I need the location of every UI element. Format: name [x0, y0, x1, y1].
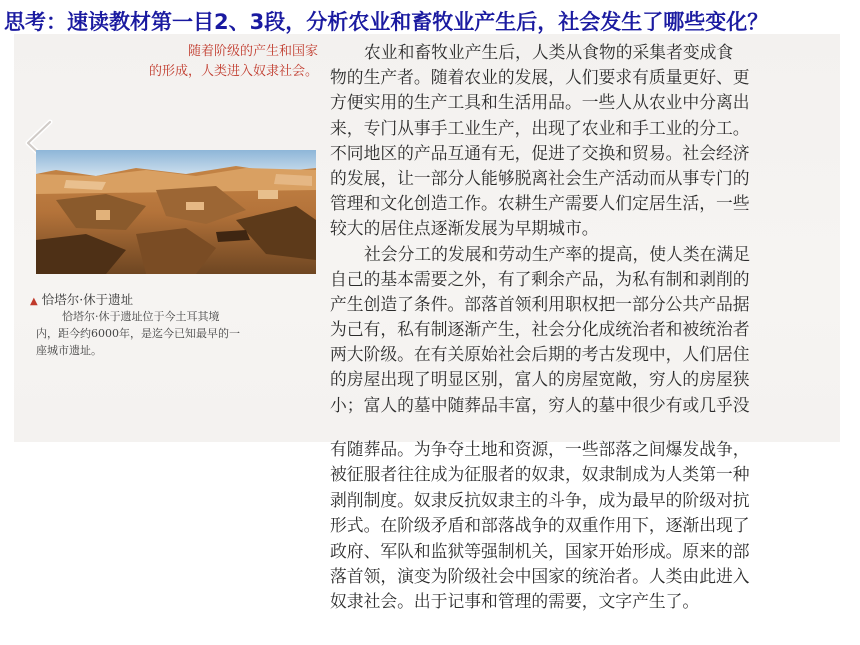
text-line: 被征服者往往成为征服者的奴隶，奴隶制成为人类第一种	[330, 464, 750, 485]
text-line: 落首领，演变为阶级社会中国家的统治者。人类由此进入	[330, 565, 750, 586]
text-line: 不同地区的产品互通有无，促进了交换和贸易。社会经济	[330, 142, 750, 163]
text-line: 农业和畜牧业产生后，人类从食物的采集者变成食	[364, 42, 734, 62]
text-line: 物的生产者。随着农业的发展，人们要求有质量更好、更	[330, 67, 750, 88]
text-line: 小；富人的墓中随葬品丰富，穷人的墓中很少有或几乎没	[330, 394, 750, 415]
photo-title	[30, 290, 133, 308]
text-line: 剥削制度。奴隶反抗奴隶主的斗争，成为最早的阶级对抗	[330, 489, 750, 510]
text-line: 奴隶社会。出于记事和管理的需要，文字产生了。	[330, 591, 700, 612]
text-line: 两大阶级。在有关原始社会后期的考古发现中，人们居住	[330, 344, 750, 365]
text-line: 自己的基本需要之外，有了剩余产品，为私有制和剥削的	[330, 268, 750, 289]
photo-title-text: 恰塔尔·休于遗址	[41, 292, 134, 307]
text-line: 来，专门从事手工业生产，出现了农业和手工业的分工。	[330, 117, 750, 138]
side-caption-line: 的形成，人类进入奴隶社会。	[148, 64, 318, 79]
text-line: 形式。在阶级矛盾和部落战争的双重作用下，逐渐出现了	[330, 515, 750, 536]
text-line: 有随葬品。为争夺土地和资源，一些部落之间爆发战争，	[330, 439, 750, 459]
main-text-upper	[330, 40, 750, 418]
site-photo	[36, 150, 316, 274]
text-line: 为己有，私有制逐渐产生，社会分化成统治者和被统治者	[330, 319, 750, 340]
text-line: 产生创造了条件。部落首领利用职权把一部分公共产品据	[330, 293, 750, 314]
question-heading: 思考：速读教材第一目2、3段，分析农业和畜牧业产生后，社会发生了哪些变化？	[4, 10, 769, 34]
text-line: 的房屋出现了明显区别，富人的房屋宽敞，穷人的房屋狭	[330, 369, 750, 390]
text-line: 方便实用的生产工具和生活用品。一些人从农业中分离出	[330, 92, 750, 113]
text-line: 较大的居住点逐渐发展为早期城市。	[330, 218, 599, 239]
text-line: 政府、军队和监狱等强制机关，国家开始形成。原来的部	[330, 540, 750, 561]
ruins-image	[36, 150, 316, 274]
triangle-icon: ▲	[30, 296, 38, 307]
main-text-lower	[330, 437, 750, 615]
photo-description-line: 内，距今约6000年，是迄今已知最早的一	[36, 327, 240, 340]
side-caption	[78, 42, 318, 82]
text-line: 社会分工的发展和劳动生产率的提高，使人类在满足	[364, 243, 750, 264]
photo-description	[36, 308, 318, 359]
text-line: 的发展，让一部分人能够脱离社会生产活动而从事专门的	[330, 167, 750, 188]
side-caption-line: 随着阶级的产生和国家	[187, 44, 318, 59]
text-line: 管理和文化创造工作。农耕生产需要人们定居生活，一些	[330, 193, 750, 214]
photo-description-line: 座城市遗址。	[36, 344, 102, 357]
photo-description-line: 恰塔尔·休于遗址位于今土耳其境	[62, 310, 220, 323]
